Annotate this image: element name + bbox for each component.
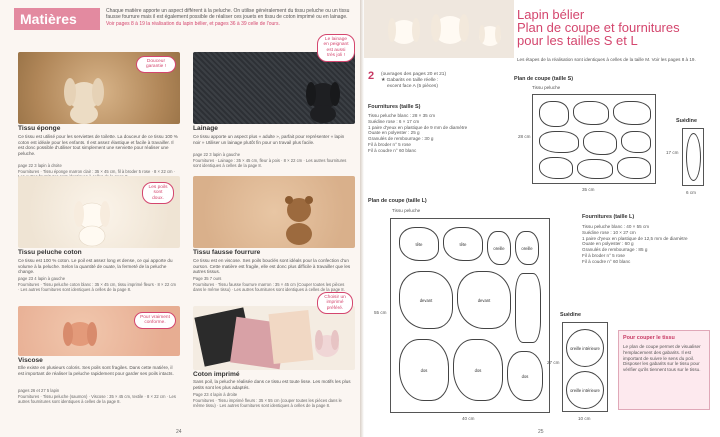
- supplies-s-title: Fournitures (taille S): [368, 104, 421, 110]
- supply-item: Suédine rose : 6 × 17 cm: [368, 118, 420, 124]
- supply-item: Granulés de rembourrage : 85 g: [582, 247, 648, 253]
- plan-l-fabric: Tissu peluche: [392, 208, 421, 213]
- supply-item: Ouate en polyester : 25 g: [368, 130, 420, 136]
- card-text: Elle existe en plusieurs coloris. Ses poils sont fragiles. Dans cette matière, il est important de réaliser la peluche rapidement pour garder ses poils intacts.: [18, 365, 174, 376]
- suedine-l-label: Suédine: [560, 312, 581, 318]
- supply-item: Granulés de rembourrage : 30 g: [368, 136, 434, 142]
- bubble-note: Pour vraiment conforme.: [134, 312, 176, 329]
- card-ref: page 22 3 lapin à droite: [18, 163, 62, 168]
- title-line: Lapin bélier: [517, 7, 585, 22]
- supply-item: Fil à broder n° 5 rose: [368, 141, 411, 147]
- cut-tip-text: Le plan de coupe permet de visualiser l'emplacement des gabarits. Il est important de suivre le sens du poil. Disposer les gabarits sur le tissu pour vérifier qu'ils tiennent tous sur le tissu.: [623, 344, 701, 373]
- pattern-piece-head: tête: [443, 227, 483, 261]
- pattern-piece-back: dos: [507, 351, 543, 401]
- page-number: 24: [176, 429, 182, 435]
- page-title: Matières: [14, 8, 100, 30]
- supply-item: Fil à coudre n° 60 blanc: [582, 258, 631, 264]
- step-line: excent face A (5 pièces): [387, 84, 438, 89]
- supplies-s-list: [368, 113, 512, 154]
- suedine-l-pattern: [562, 322, 608, 412]
- supplies-l-list: [582, 224, 712, 265]
- card-text: Ce tissu est en viscose. Ses poils bouclés sont idéals pour la confection d'un ourson. Cette matière est fragile, elle est donc plus difficile à travailler que les autres tissus.: [193, 258, 351, 275]
- card-title: Tissu éponge: [18, 125, 61, 132]
- card-title: Tissu fausse fourrure: [193, 249, 261, 256]
- plan-s-height: 28 cm: [518, 134, 531, 139]
- pattern-piece: [686, 133, 701, 181]
- inner-ear-piece: oreille intérieure: [566, 329, 604, 367]
- cut-tip-box: [618, 330, 710, 410]
- supply-item: Tissu peluche blanc : 28 × 35 cm: [368, 113, 436, 118]
- card-supplies: Fournitures · Tissu peluche coton blanc : 35 × 45 cm, tissu imprimé fleurs · 8 × 22 cm · Les autres fournitures sont identiques à celles de la page 8.: [18, 282, 177, 293]
- card-ref: pages 26 et 27 5 lapin: [18, 388, 60, 393]
- coton-imprime-photo: [193, 306, 355, 370]
- bubble-note: Les poils sont doux.: [142, 182, 174, 204]
- card-title: Tissu peluche coton: [18, 249, 82, 256]
- bunnies-photo: [364, 0, 514, 58]
- bubble-note: Choisir un imprimé préféré.: [317, 292, 353, 314]
- card-ref: page 23 4 lapin à gauche: [18, 276, 66, 281]
- card-supplies: Fournitures · Tissu éponge marron clair : 35 × 45 cm, fil à broder 5 rose · 8 × 22 cm ·: [18, 169, 176, 174]
- card-supplies: Fournitures · Tissu peluche (saumon) · Viscose : 35 × 45 cm, textile · 8 × 22 cm · Les autres fournitures sont identiques à celles de la page 8.: [18, 394, 176, 405]
- supply-item: Fil à broder n° 5 rose: [582, 252, 625, 258]
- intro-reference: Voir pages 8 à 19 la réalisation du lapin bélier, et pages 36 à 39 celle de l'ours.: [106, 20, 280, 27]
- suedine-s-width: 6 cm: [686, 190, 696, 195]
- title-line: pour les tailles S et L: [517, 33, 638, 48]
- pattern-piece: [539, 131, 579, 153]
- bear-illustration: [193, 176, 355, 248]
- bubble-note: Le lainage en peignant est aussi très joli !: [317, 34, 355, 62]
- pattern-piece-body: [515, 273, 541, 343]
- supply-item: Tissu peluche blanc : 40 × 55 cm: [582, 224, 650, 229]
- black-bunny-illustration: [193, 52, 355, 124]
- suedine-s-label: Suédine: [676, 118, 697, 124]
- supply-item: Fil à coudre n° 60 blanc: [368, 147, 417, 153]
- pattern-piece: [613, 101, 651, 125]
- supplies-l-title: Fournitures (taille L): [582, 214, 635, 220]
- lainage-photo: [193, 52, 355, 124]
- plan-s-fabric: Tissu peluche: [532, 85, 561, 90]
- suedine-l-height: 27 cm: [547, 360, 560, 365]
- card-text: Ce tissu est utilisé pour les serviettes de toilette. La douceur de ce tissu 100 % coton est idéale pour les enfants. Il est assez élastique et facile à travailler. Il est donc possible d'utiliser tout simplement une serviette pour réaliser une peluche.: [18, 134, 178, 156]
- pattern-piece-head: tête: [399, 227, 439, 261]
- page-number: 25: [538, 429, 544, 435]
- pattern-piece: [539, 157, 573, 179]
- pattern-piece: [621, 131, 651, 153]
- pattern-piece: [583, 131, 617, 155]
- card-supplies: Fournitures · Tissu fausse fourrure marron : 35 × 45 cm (Couper toutes les pièces dans le même tissu) · Les autres fournitures sont identiques à celles de la page 8.: [193, 282, 345, 293]
- printed-fabric-illustration: [193, 306, 355, 370]
- pattern-piece: [577, 159, 613, 179]
- supply-item: Suédine rose : 10 × 27 cm: [582, 229, 636, 235]
- step-line: (ouvrages des pages 20 et 21): [381, 72, 447, 77]
- pattern-piece: [617, 157, 651, 179]
- pattern-piece-front: devant: [399, 271, 453, 329]
- intro-text: [106, 8, 352, 27]
- step-line: ★ Gabarits en taille réelle :: [381, 78, 439, 83]
- pattern-piece-back: dos: [453, 339, 503, 401]
- pattern-piece-front: devant: [457, 271, 511, 329]
- plan-l-pattern: [390, 218, 550, 413]
- bubble-note: Douceur garantie !: [136, 56, 176, 73]
- plan-s-width: 35 cm: [582, 187, 595, 192]
- card-ref: Page 35 7 ours: [193, 276, 222, 281]
- card-ref: page 22 3 lapin à gauche: [193, 152, 241, 157]
- pattern-piece: [539, 101, 569, 127]
- fausse-fourrure-photo: [193, 176, 355, 248]
- plan-l-height: 55 cm: [374, 310, 387, 315]
- inner-ear-piece: oreille intérieure: [566, 371, 604, 409]
- supply-item: 1 paire d'yeux en plastique de 12,5 mm de diamètre: [582, 235, 688, 241]
- pattern-piece: [573, 101, 609, 125]
- intro-text: Les étapes de la réalisation sont identiques à celles de la taille M. Voir les pages 8 à 19.: [517, 57, 696, 62]
- card-text: Ce tissu est 100 % coton. Le poil est assez long et dense, ce qui apporte du volume à la peluche. Selon la quantité de ouate, la fermeté de la peluche change.: [18, 258, 173, 275]
- intro-paragraph: Chaque matière apporte un aspect différent à la peluche. On utilise généralement du tissu peluche ou un tissu fausse fourrure mais il est également possible de réaliser ces jouets en tissu de coton imprimé ou en lainage.: [106, 8, 350, 21]
- card-supplies: Fournitures · Tissu imprimé fleurs : 35 × 55 cm (couper toutes les pièces dans le même tissu) · Les autres fournitures sont identiques à celles de la page 8.: [193, 398, 342, 409]
- pattern-piece-ear: oreille: [515, 231, 539, 265]
- right-page: [364, 0, 720, 437]
- card-title: Viscose: [18, 357, 43, 364]
- plan-l-title: Plan de coupe (taille L): [368, 198, 427, 204]
- page-title: [517, 8, 680, 47]
- card-title: Lainage: [193, 125, 218, 132]
- step-number: 2: [368, 70, 375, 82]
- suedine-s-height: 17 cm: [666, 150, 679, 155]
- step-text: [381, 72, 446, 90]
- card-title: Coton imprimé: [193, 371, 240, 378]
- plan-s-title: Plan de coupe (taille S): [514, 76, 574, 82]
- card-text: Sans poil, la peluche réalisée dans ce tissu est toute lisse. Les motifs les plus petits sont les plus adaptés.: [193, 379, 351, 390]
- cut-tip-title: Pour couper le tissu: [623, 335, 675, 341]
- plan-l-width: 40 cm: [462, 416, 475, 421]
- supply-item: Ouate en polyester : 60 g: [582, 241, 634, 247]
- card-ref: Page 23 4 lapin à droite: [193, 392, 238, 397]
- pattern-piece-back: dos: [399, 339, 449, 401]
- card-supplies: Fournitures · Lainage : 35 × 45 cm, fleur à pois · 8 × 22 cm · Les autres fournitures sont identiques à celles de la page 8.: [193, 158, 347, 169]
- pattern-piece-ear: oreille: [487, 231, 511, 265]
- card-text: Ce tissu apporte un aspect plus « adulte », parfait pour représenter « lapin noir » Utiliser un lainage plutôt fin pour un travail plus facile.: [193, 134, 345, 145]
- title-line: Plan de coupe et fournitures: [517, 20, 680, 35]
- suedine-s-pattern: [682, 128, 704, 186]
- suedine-l-width: 10 cm: [578, 416, 591, 421]
- supply-item: 1 paire d'yeux en plastique de 9 mm de diamètre: [368, 124, 468, 130]
- plan-s-pattern: [532, 94, 656, 184]
